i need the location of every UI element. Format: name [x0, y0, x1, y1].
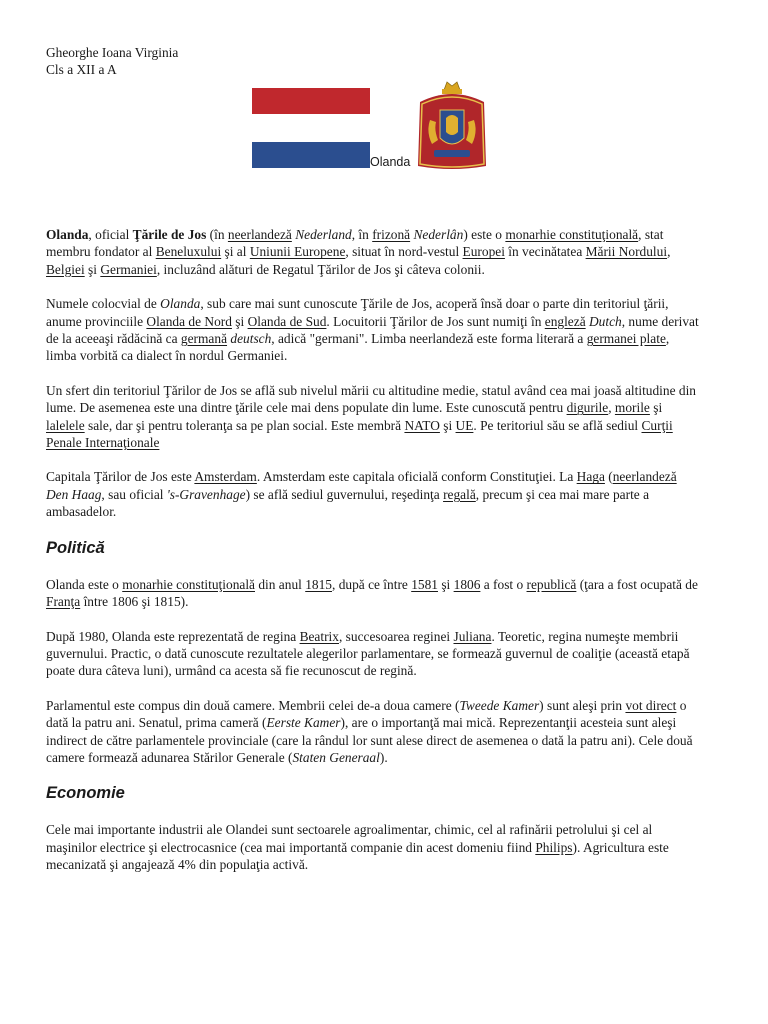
coat-of-arms-icon — [412, 80, 492, 172]
link[interactable]: Belgiei — [46, 261, 85, 277]
text: , precum şi cea mai mare parte a ambasadelor. — [46, 486, 650, 520]
link[interactable]: regală — [443, 486, 476, 502]
text: Un sfert din teritoriul Ţărilor de Jos se află sub nivelul mării cu altitudine medie, statul având cea mai joasă altitudine din lume. De asemenea este una dintre ţările cele mai dens populate din lume. Este cunoscută pentru — [46, 382, 697, 416]
text: Olanda este o — [46, 576, 123, 592]
text: , incluzând alături de Regatul Ţărilor de Jos şi câteva colonii. — [156, 261, 485, 277]
link[interactable]: Beatrix — [299, 628, 339, 644]
link[interactable]: neerlandeză — [612, 469, 677, 485]
paragraph-industry — [46, 821, 702, 873]
text: ) este o — [463, 227, 506, 242]
link[interactable]: 1806 — [453, 576, 481, 592]
text: din anul — [255, 576, 306, 592]
text: şi al — [221, 244, 250, 260]
flag-red-stripe — [252, 88, 370, 114]
link[interactable]: germanei plate — [586, 331, 666, 347]
link[interactable]: Europei — [462, 244, 505, 260]
text: între 1806 şi 1815). — [80, 594, 189, 610]
section-heading-economy: Economie — [46, 784, 125, 803]
term: Staten Generaal — [292, 749, 380, 765]
paragraph-geography — [46, 382, 702, 452]
text: Capitala Ţărilor de Jos este — [46, 469, 195, 485]
text: o dată la patru ani. Senatul, prima cameră ( — [46, 697, 687, 731]
text: a fost o — [480, 576, 527, 592]
text: (ţara a fost ocupată de — [576, 576, 698, 592]
term: Nederlân — [413, 227, 464, 242]
text: , limba vorbită ca dialect în nordul Germaniei. — [46, 331, 670, 364]
text: ). — [379, 749, 388, 765]
author-block — [46, 44, 706, 79]
link[interactable]: Olanda de Sud — [247, 313, 327, 329]
paragraph-parliament — [46, 697, 702, 767]
term: Eerste Kamer — [266, 715, 341, 731]
term: Ţările de Jos — [132, 227, 207, 242]
text: , sau oficial — [101, 486, 167, 502]
class-label: Cls a XII a A — [46, 62, 117, 78]
text: , sub care mai sunt cunoscute Ţările de Jos, acoperă însă doar o parte din teritoriul ţării, anume provinciile — [46, 296, 669, 329]
text: ( — [604, 469, 613, 485]
link[interactable]: morile — [614, 400, 650, 416]
text: ), are o importanţă mai mică. Reprezentanţii acesteia sunt aleşi indirect de către parlamentele provinciale (care la rândul lor sunt alese direct de asemenea o dată la patru ani). Cele două camere formează adunarea Stărilor Generale ( — [46, 715, 693, 765]
text: , — [667, 244, 671, 260]
text: sale, dar şi pentru toleranţa sa pe plan social. Este membră — [84, 417, 405, 433]
link[interactable]: monarhie constituţională — [122, 576, 255, 592]
text: şi — [439, 417, 456, 433]
link[interactable]: Amsterdam — [194, 469, 257, 485]
link[interactable]: Uniunii Europene — [249, 244, 346, 260]
text: După 1980, Olanda este reprezentată de regina — [46, 628, 300, 644]
text: . Locuitorii Ţărilor de Jos sunt numiţi în — [326, 313, 545, 329]
link[interactable]: Philips — [535, 839, 573, 855]
text: ) se află sediul guvernului, reşedinţa — [245, 486, 444, 502]
link[interactable]: frizonă — [372, 227, 411, 242]
netherlands-flag — [252, 88, 370, 168]
link[interactable]: 1581 — [411, 576, 438, 592]
text: , stat membru fondator al — [46, 227, 664, 260]
link[interactable]: Olanda de Nord — [146, 313, 232, 329]
link[interactable]: lalelele — [46, 417, 85, 433]
flag-blue-stripe — [252, 142, 370, 168]
link[interactable]: germană — [180, 331, 228, 347]
link[interactable]: Beneluxului — [155, 244, 222, 260]
text: , nume derivat de la aceeaşi rădăcină ca — [46, 313, 699, 347]
link[interactable]: 1815 — [305, 576, 332, 592]
link[interactable]: Haga — [576, 469, 605, 485]
text: şi — [84, 261, 101, 277]
term: Nederland — [295, 227, 352, 242]
term: Dutch — [589, 313, 622, 329]
text: , după ce între — [332, 576, 412, 592]
text: , oficial — [88, 227, 133, 242]
term: Den Haag — [46, 486, 102, 502]
author-name: Gheorghe Ioana Virginia — [46, 45, 179, 60]
text: , — [608, 400, 615, 416]
text: . Amsterdam este capitala oficială conform Constituţiei. La — [256, 469, 577, 485]
term: 's-Gravenhage — [166, 486, 246, 502]
paragraph-monarchy — [46, 576, 702, 611]
paragraph-intro — [46, 226, 702, 278]
text: Parlamentul este compus din două camere. Membrii celei de-a doua camere ( — [46, 697, 460, 713]
term: deutsch — [230, 331, 272, 347]
link[interactable]: engleză — [544, 313, 586, 329]
text: ). Agricultura este mecanizată şi angajează 4% din populaţia activă. — [46, 839, 669, 873]
text: Cele mai importante industrii ale Olandei sunt sectoarele agroalimentar, chimic, cel al rafinării petrolului şi cel al maşinilor electrice şi electrocasnice (cea mai importantă companie din acest domeniu fiind — [46, 822, 653, 855]
paragraph-capital — [46, 468, 702, 520]
paragraph-name — [46, 295, 702, 365]
figure — [252, 80, 492, 180]
text: ) sunt aleşi prin — [539, 697, 626, 713]
link[interactable]: digurile — [566, 400, 609, 416]
link[interactable]: republică — [526, 576, 577, 592]
link[interactable]: Curţii Penale Internaţionale — [46, 417, 673, 451]
term: Olanda — [160, 296, 201, 312]
text: şi — [649, 400, 663, 416]
text: în vecinătatea — [504, 244, 586, 260]
figure-caption: Olanda — [370, 155, 411, 169]
term: Tweede Kamer — [459, 697, 540, 713]
link[interactable]: Juliana — [453, 628, 492, 644]
text: şi — [231, 313, 248, 329]
text: (în — [206, 227, 228, 242]
text: , în — [351, 227, 373, 242]
text: Numele colocvial de — [46, 296, 161, 312]
term: Olanda — [46, 227, 89, 242]
text: . Pe teritoriul său se află sediul — [473, 417, 642, 433]
link[interactable]: vot direct — [625, 697, 677, 713]
text: . Teoretic, regina numeşte membrii guvernului. Practic, o dată cunoscute rezultatele alegerilor parlamentare, se formează guvernul de coaliţie (această etapă poate dura câteva luni), urmând ca acesta să fie recunoscut de regină. — [46, 628, 690, 679]
link[interactable]: NATO — [404, 417, 440, 433]
link[interactable]: neerlandeză — [227, 227, 292, 242]
link[interactable]: Franţa — [46, 594, 81, 610]
paragraph-queen — [46, 628, 702, 680]
text: , adică "germani". Limba neerlandeză este forma literară a — [271, 331, 587, 347]
link[interactable]: monarhie constituţională — [505, 227, 639, 242]
link[interactable]: Mării Nordului — [585, 244, 668, 260]
article-body — [46, 226, 702, 891]
section-heading-politics: Politică — [46, 538, 105, 557]
text: şi — [437, 576, 454, 592]
text: , situat în nord-vestul — [345, 244, 463, 260]
link[interactable]: Germaniei — [100, 261, 157, 277]
link[interactable]: UE — [455, 417, 474, 433]
text: , succesoarea reginei — [338, 628, 454, 644]
